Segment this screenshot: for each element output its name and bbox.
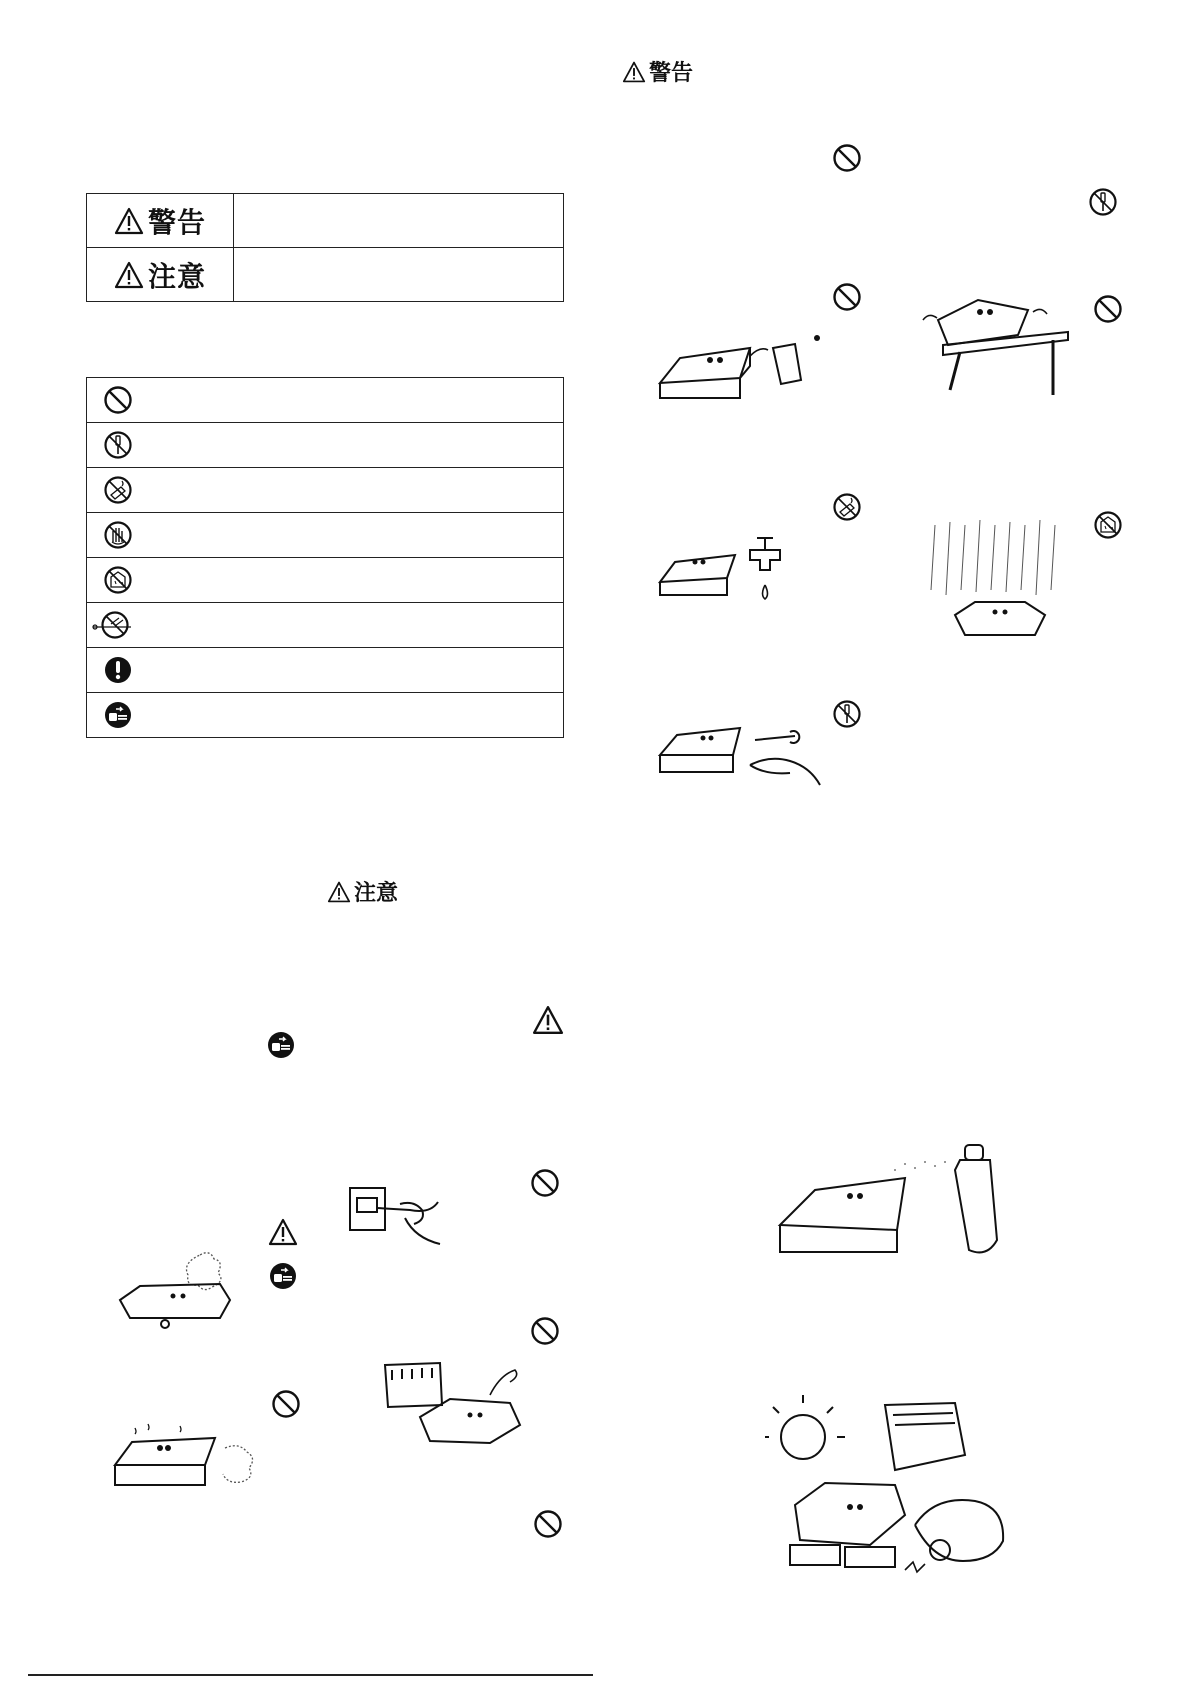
caution-section-header	[327, 876, 398, 907]
no-wet-location-icon	[103, 565, 133, 595]
mandatory-action-icon	[103, 655, 133, 685]
unplug-icon	[266, 1030, 296, 1060]
spray-can-illustration	[775, 1140, 1015, 1265]
no-water-icon	[103, 475, 133, 505]
signal-label-caution: 注意	[147, 259, 206, 293]
tipping-glass-illustration	[655, 328, 835, 408]
signal-word-table	[86, 193, 564, 302]
legend-row	[87, 693, 563, 737]
signal-description-warning	[234, 194, 563, 247]
warning-triangle-icon	[327, 881, 351, 903]
signal-row-warning	[87, 194, 563, 248]
legend-row	[87, 558, 563, 603]
water-tap-illustration	[655, 530, 805, 610]
legend-row	[87, 648, 563, 693]
wall-outlet-illustration	[345, 1180, 455, 1260]
unstable-surface-illustration	[918, 290, 1078, 400]
legend-row	[87, 513, 563, 558]
no-disassembly-icon	[832, 699, 862, 729]
symbol-legend-table	[86, 377, 564, 738]
tools-disassembly-illustration	[655, 710, 830, 800]
legend-row	[87, 468, 563, 513]
dust-moisture-illustration	[110, 1420, 260, 1510]
smoke-illustration	[115, 1250, 245, 1340]
unplug-icon	[268, 1261, 298, 1291]
no-touch-icon	[91, 610, 135, 640]
no-wet-hands-icon	[103, 520, 133, 550]
heater-cord-illustration	[370, 1355, 530, 1455]
prohibited-icon	[533, 1509, 563, 1539]
signal-description-caution	[234, 248, 563, 301]
legend-row	[87, 603, 563, 648]
prohibited-icon	[832, 143, 862, 173]
no-disassembly-icon	[103, 430, 133, 460]
prohibited-icon	[271, 1389, 301, 1419]
prohibited-icon	[103, 385, 133, 415]
prohibited-icon	[530, 1168, 560, 1198]
signal-row-caution	[87, 248, 563, 301]
heat-sun-car-illustration	[765, 1395, 1015, 1605]
signal-cell-warning	[87, 194, 234, 247]
prohibited-icon	[832, 282, 862, 312]
legend-row	[87, 378, 563, 423]
warning-triangle-icon	[114, 261, 144, 289]
prohibited-icon	[1093, 294, 1123, 324]
prohibited-icon	[530, 1316, 560, 1346]
page-bottom-rule	[28, 1674, 593, 1676]
no-wet-location-icon	[1093, 510, 1123, 540]
warning-section-header	[622, 56, 693, 87]
signal-label-warning: 警告	[147, 205, 206, 239]
legend-row	[87, 423, 563, 468]
rain-exposure-illustration	[925, 520, 1075, 650]
no-water-icon	[832, 492, 862, 522]
no-disassembly-icon	[1088, 187, 1118, 217]
caution-section-title: 注意	[354, 881, 399, 906]
warning-triangle-icon	[622, 61, 646, 83]
warning-section-title: 警告	[649, 61, 694, 86]
warning-triangle-icon	[268, 1218, 298, 1246]
warning-triangle-icon	[114, 207, 144, 235]
warning-triangle-icon	[532, 1005, 564, 1035]
unplug-icon	[103, 700, 133, 730]
signal-cell-caution	[87, 248, 234, 301]
